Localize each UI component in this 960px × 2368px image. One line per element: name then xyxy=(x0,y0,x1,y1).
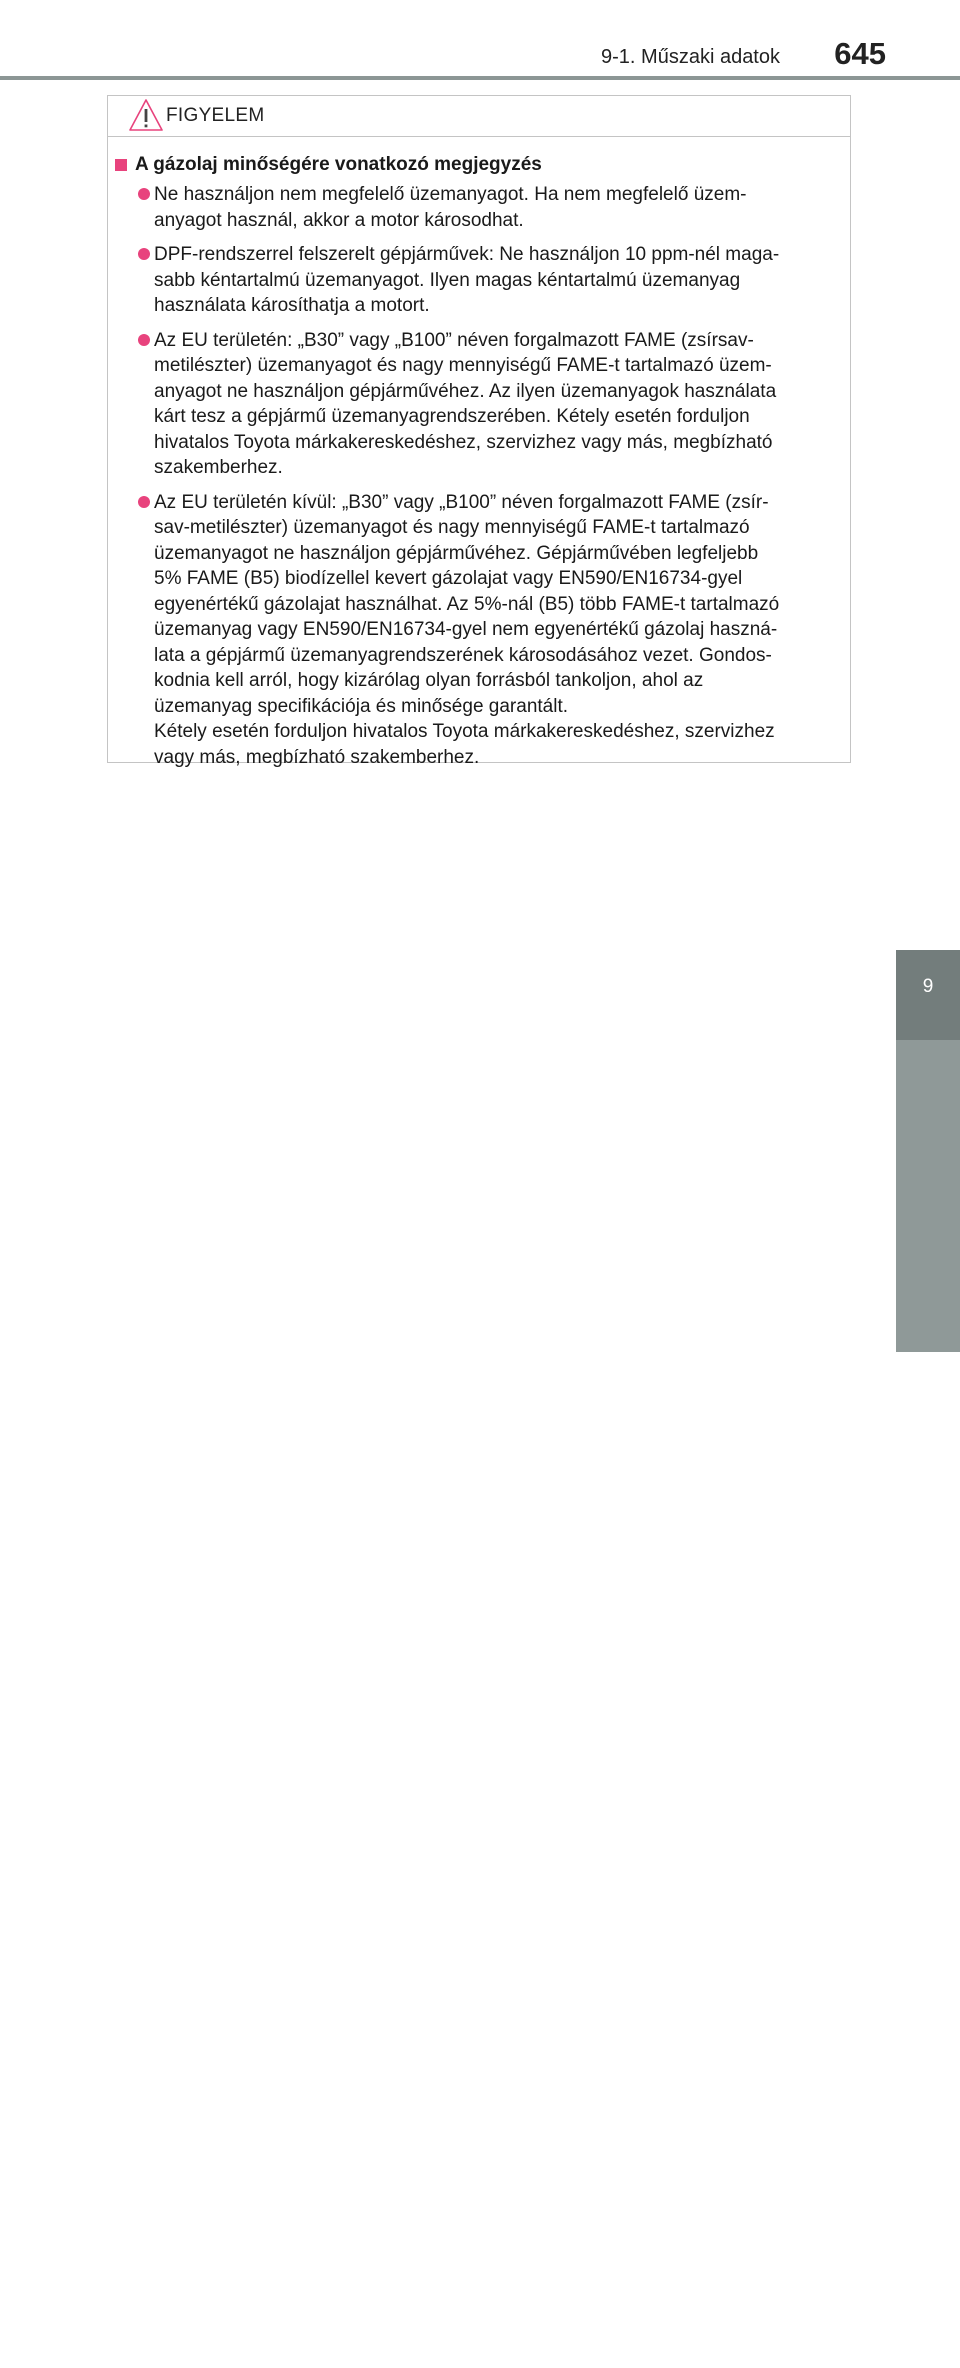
list-item xyxy=(138,242,842,319)
caution-label: FIGYELEM xyxy=(166,105,265,126)
list-item xyxy=(138,490,842,771)
bullet-list xyxy=(138,182,842,779)
chapter-strip xyxy=(623,1040,960,2314)
circle-bullet-icon xyxy=(138,334,150,346)
subheading-text: A gázolaj minőségére vonatkozó megjegyzés xyxy=(135,154,542,175)
circle-bullet-icon xyxy=(138,496,150,508)
list-item xyxy=(138,328,842,481)
subheading xyxy=(115,154,542,176)
chapter-tab xyxy=(896,950,960,1040)
list-item-text: Az EU területén: „B30” vagy „B100” néven forgalmazott FAME (zsírsav- metilészter) üzemanyagot és nagy mennyiségű FAME-t tartalmazó üzem- anyagot ne használjon gépjárművéhez. Az ilyen üzemanyagok használata kárt tesz a gépjármű üzemanyagrendszerében. Kétely esetén forduljon hivatalos Toyota márkakereskedéshez, szervizhez vagy más, megbízható szakemberhez. xyxy=(154,329,777,478)
page-number: 645 xyxy=(834,36,886,71)
list-item-text: Az EU területén kívül: „B30” vagy „B100” néven forgalmazott FAME (zsír- sav-metilészter) üzemanyagot és nagy mennyiségű FAME-t tartalmazó üzemanyagot ne használjon gépjárművéhez. Gépjárművében legfeljebb 5% FAME (B5) biodízellel kevert gázolajat vagy EN590/EN16734-gyel egyenértékű gázolajat használhat. Az 5%-nál (B5) több FAME-t tartalmazó üzemanyag vagy EN590/EN16734-gyel nem egyenértékű gázolaj haszná- lata a gépjármű üzemanyagrendszerének károsodásához vezet. Gondos- kodnia kell arról, hogy kizárólag olyan forrásból tankoljon, ahol az üzemanyag specifikációja és minősége garantált. Kétely esetén forduljon hivatalos Toyota márkakereskedéshez, szervizhez vagy más, megbízható szakemberhez. xyxy=(154,491,780,768)
list-item-text: DPF-rendszerrel felszerelt gépjárművek: Ne használjon 10 ppm-nél maga- sabb kéntartalmú üzemanyagot. Ilyen magas kéntartalmú üzemanyag használata károsíthatja a motort. xyxy=(154,244,780,316)
chapter-number: 9 xyxy=(922,976,934,997)
list-item xyxy=(138,182,842,233)
circle-bullet-icon xyxy=(138,248,150,260)
header-rule xyxy=(0,76,960,80)
caution-box xyxy=(107,95,851,768)
square-bullet-icon xyxy=(115,159,127,171)
list-item-text: Ne használjon nem megfelelő üzemanyagot. Ha nem megfelelő üzem- anyagot használ, akkor a motor károsodhat. xyxy=(154,184,747,231)
circle-bullet-icon xyxy=(138,188,150,200)
section-title: 9-1. Műszaki adatok xyxy=(601,46,780,68)
caution-header xyxy=(108,96,850,137)
page-header xyxy=(0,0,960,80)
warning-triangle-icon xyxy=(128,98,164,132)
chapter-title: Gépjármű műszaki adatai xyxy=(623,2098,644,2314)
